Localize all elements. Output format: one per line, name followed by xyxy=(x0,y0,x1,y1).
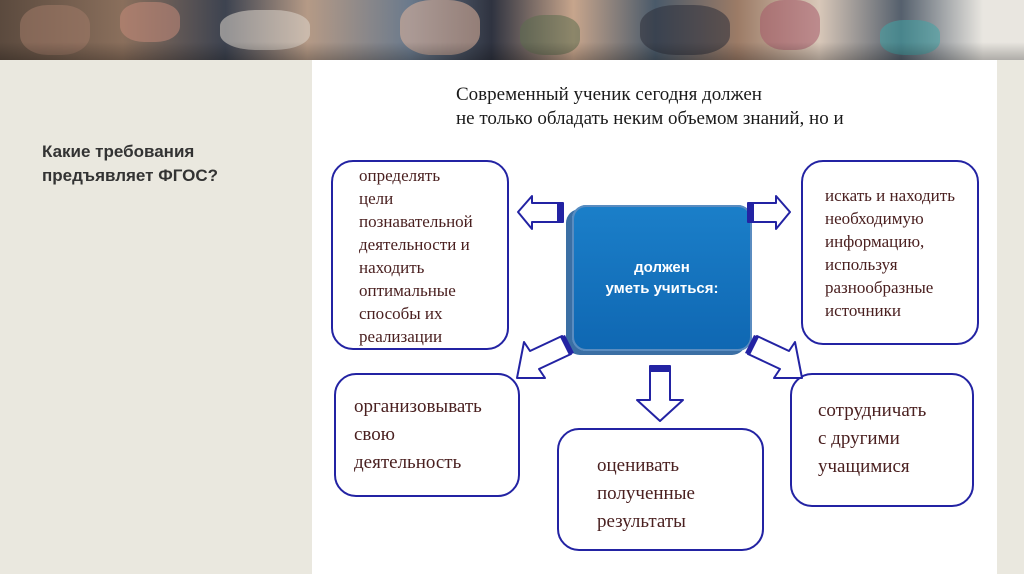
slide-question-title: Какие требования предъявляет ФГОС? xyxy=(42,142,219,185)
left-sidebar xyxy=(0,60,312,574)
slide-heading xyxy=(456,83,976,131)
heading-line-1: Современный ученик сегодня должен xyxy=(456,84,762,105)
node-bottom-left-text: организовывать свою деятельность xyxy=(354,396,482,473)
center-node-label: должен уметь учиться: xyxy=(605,259,719,297)
center-node xyxy=(572,205,752,351)
node-top-right xyxy=(801,160,979,345)
node-bottom-left xyxy=(334,373,520,497)
node-bottom-center-text: оценивать полученные результаты xyxy=(597,455,695,532)
node-bottom-center xyxy=(557,428,764,551)
right-strip xyxy=(997,60,1024,574)
node-bottom-right-text: сотрудничать с другими учащимися xyxy=(818,400,927,477)
node-top-left xyxy=(331,160,509,350)
node-top-right-text: искать и находить необходимую информацию, используя разнообразные источники xyxy=(825,186,955,320)
node-bottom-right xyxy=(790,373,974,507)
node-top-left-text: определять цели познавательной деятельности и находить оптимальные способы их реализации xyxy=(359,166,473,346)
heading-line-2: не только обладать неким объемом знаний, но и xyxy=(456,108,844,129)
classroom-photo-banner xyxy=(0,0,1024,60)
